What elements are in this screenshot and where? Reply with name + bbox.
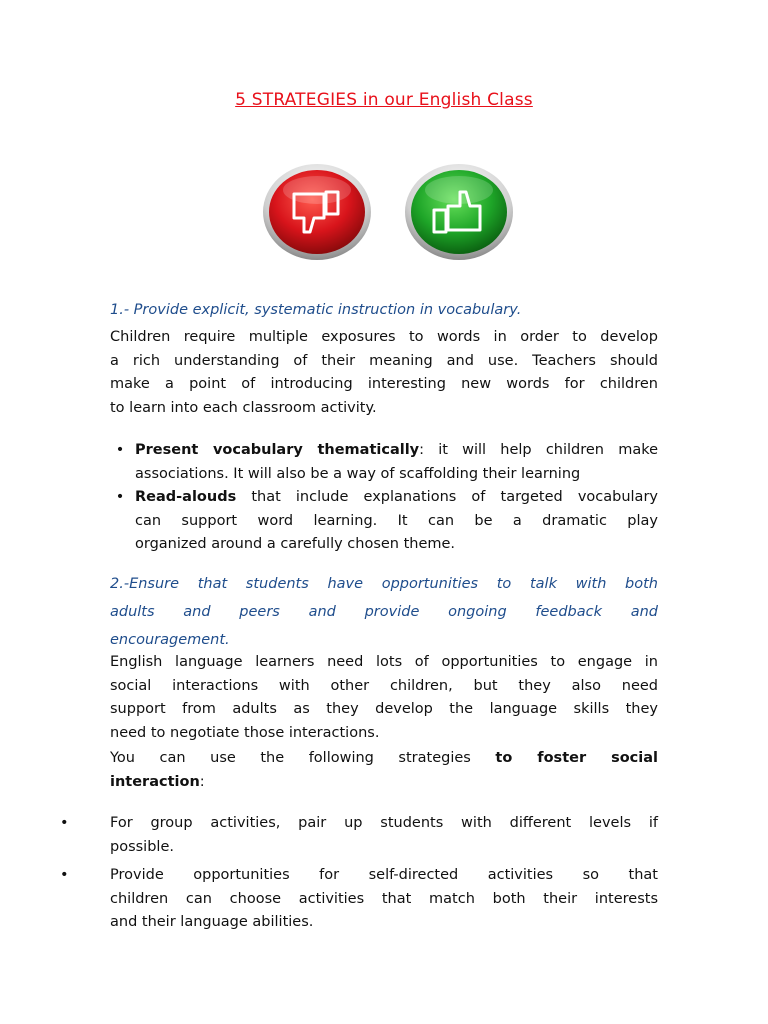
intro-colon: : bbox=[199, 773, 205, 790]
bullet-text: possible. bbox=[110, 838, 174, 855]
bullet-text: organized around a carefully chosen theme. bbox=[135, 536, 456, 552]
document-title: 5 STRATEGIES in our English Class bbox=[235, 90, 533, 110]
thumbs-down-icon bbox=[262, 160, 372, 260]
paragraph-line: social interactions with other children, but they also need bbox=[110, 677, 658, 694]
intro-bold-text: to foster social bbox=[495, 750, 659, 766]
bullet-text: Provide opportunities for self-directed activities so that bbox=[110, 867, 658, 883]
paragraph-line: to learn into each classroom activity. bbox=[110, 399, 377, 416]
list-item bbox=[110, 439, 658, 486]
section-2-paragraph bbox=[110, 651, 658, 745]
bullet-icon: • bbox=[60, 867, 69, 883]
paragraph-line: English language learners need lots of opportunities to engage in bbox=[110, 654, 658, 670]
section-2-heading bbox=[110, 570, 658, 654]
bullet-icon: • bbox=[115, 442, 125, 458]
thumb-buttons bbox=[262, 160, 522, 260]
list-item bbox=[110, 486, 658, 557]
paragraph-line: Children require multiple exposures to words in order to develop bbox=[110, 329, 658, 345]
paragraph-line: support from adults as they develop the language skills they bbox=[110, 701, 658, 717]
bullet-text: can support word learning. It can be a dramatic play bbox=[135, 512, 658, 529]
bullet-text: that include explanations of targeted vocabulary bbox=[236, 489, 658, 505]
thumbs-up-icon bbox=[404, 160, 514, 260]
section-1-bullet-list bbox=[110, 439, 658, 557]
intro-text: You can use the following strategies bbox=[110, 750, 471, 766]
bullet-text: For group activities, pair up students with different levels if bbox=[110, 815, 658, 831]
bullet-text: and their language abilities. bbox=[110, 914, 314, 930]
section-1-paragraph bbox=[110, 326, 658, 420]
intro-line bbox=[110, 747, 658, 771]
heading-line: encouragement. bbox=[110, 632, 230, 648]
paragraph-line: need to negotiate those interactions. bbox=[110, 724, 380, 741]
bullet-bold-term: Read-alouds bbox=[135, 489, 237, 505]
bullet-icon: • bbox=[115, 489, 125, 505]
bullet-text: children can choose activities that match both their interests bbox=[110, 890, 658, 907]
bullet-icon: • bbox=[60, 815, 69, 831]
intro-bold-text: interaction bbox=[110, 773, 200, 790]
heading-line: 2.-Ensure that students have opportunities to talk with both bbox=[110, 576, 658, 592]
paragraph-line: a rich understanding of their meaning and use. Teachers should bbox=[110, 352, 658, 369]
heading-line: adults and peers and provide ongoing feedback and bbox=[110, 604, 658, 620]
section-2-intro bbox=[110, 747, 658, 794]
paragraph-line: make a point of introducing interesting new words for children bbox=[110, 376, 658, 392]
bullet-text: associations. It will also be a way of scaffolding their learning bbox=[135, 465, 581, 482]
bullet-text: : it will help children make bbox=[419, 442, 659, 458]
bullet-bold-term: Present vocabulary thematically bbox=[135, 442, 420, 458]
intro-line bbox=[110, 771, 658, 795]
section-1-heading: 1.- Provide explicit, systematic instruction in vocabulary. bbox=[110, 302, 522, 318]
